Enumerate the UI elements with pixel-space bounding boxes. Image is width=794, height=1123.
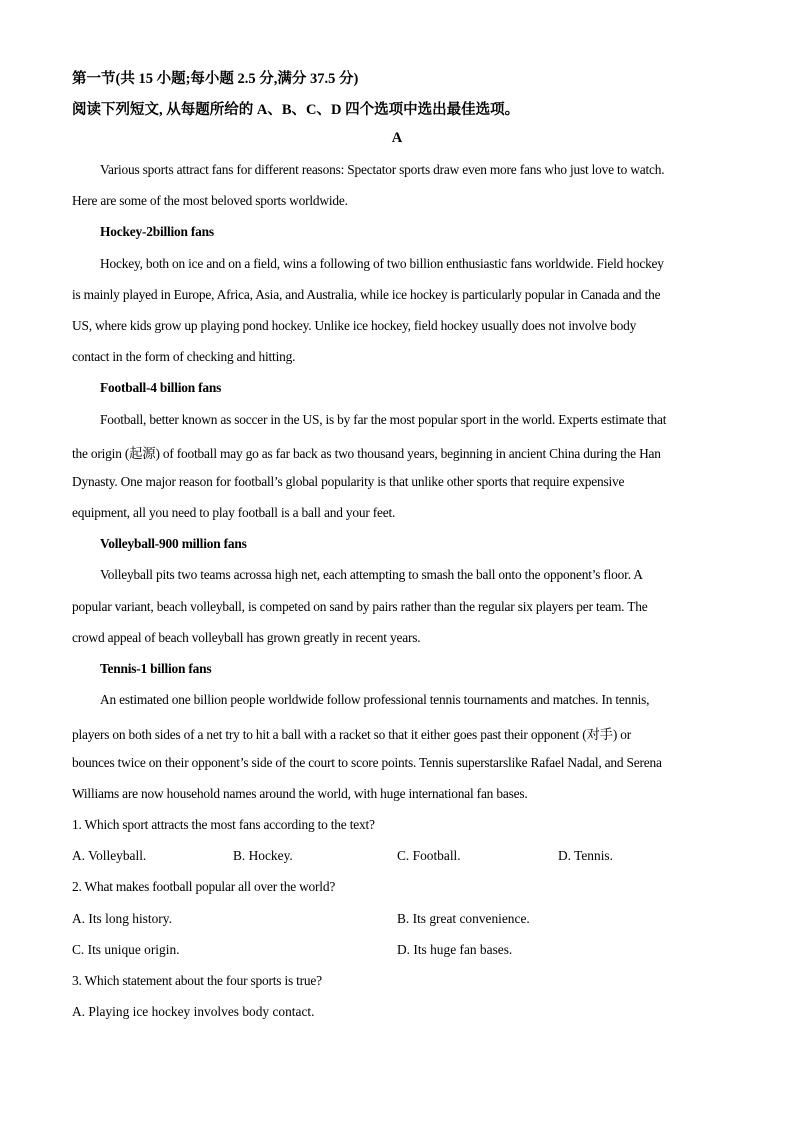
paragraph-line: players on both sides of a net try to hit a ball with a racket so that it either goes past their opponent (对手) or bbox=[72, 727, 632, 742]
paragraph-line: is mainly played in Europe, Africa, Asia, and Australia, while ice hockey is particularly popular in Canada and the bbox=[72, 287, 661, 302]
paragraph-line: Dynasty. One major reason for football’s global popularity is that unlike other sports that require expensive bbox=[72, 474, 625, 489]
paragraph-line: Williams are now household names around the world, with huge international fan bases. bbox=[72, 786, 528, 801]
answer-option[interactable]: A. Its long history. bbox=[72, 911, 172, 926]
section-heading-tennis: Tennis-1 billion fans bbox=[100, 661, 212, 676]
question-stem: 3. Which statement about the four sports is true? bbox=[72, 973, 322, 988]
paragraph-line: US, where kids grow up playing pond hockey. Unlike ice hockey, field hockey usually does not involve body bbox=[72, 318, 637, 333]
paragraph-line: contact in the form of checking and hitting. bbox=[72, 349, 296, 364]
passage-label: A bbox=[391, 130, 403, 146]
intro-line: Here are some of the most beloved sports worldwide. bbox=[72, 193, 348, 208]
answer-option[interactable]: C. Its unique origin. bbox=[72, 942, 180, 957]
paragraph-line: Football, better known as soccer in the US, is by far the most popular sport in the world. Experts estimate that bbox=[100, 412, 667, 427]
answer-option[interactable]: B. Its great convenience. bbox=[397, 911, 530, 926]
paragraph-line: the origin (起源) of football may go as far back as two thousand years, beginning in ancient China during the Han bbox=[72, 446, 661, 461]
answer-option[interactable]: B. Hockey. bbox=[233, 848, 293, 863]
answer-option[interactable]: D. Its huge fan bases. bbox=[397, 942, 513, 957]
intro-line: Various sports attract fans for different reasons: Spectator sports draw even more fans who just love to watch. bbox=[100, 162, 665, 177]
section-title: 第一节(共 15 小题;每小题 2.5 分,满分 37.5 分) bbox=[72, 71, 359, 87]
answer-option[interactable]: A. Playing ice hockey involves body contact. bbox=[72, 1004, 315, 1019]
section-heading-football: Football-4 billion fans bbox=[100, 380, 222, 395]
paragraph-line: Hockey, both on ice and on a field, wins a following of two billion enthusiastic fans worldwide. Field hockey bbox=[100, 256, 664, 271]
question-stem: 1. Which sport attracts the most fans according to the text? bbox=[72, 817, 375, 832]
paragraph-line: equipment, all you need to play football is a ball and your feet. bbox=[72, 505, 396, 520]
paragraph-line: popular variant, beach volleyball, is competed on sand by pairs rather than the regular six players per team. The bbox=[72, 599, 648, 614]
paragraph-line: An estimated one billion people worldwide follow professional tennis tournaments and matches. In tennis, bbox=[100, 692, 650, 707]
paragraph-line: crowd appeal of beach volleyball has grown greatly in recent years. bbox=[72, 630, 421, 645]
paragraph-line: bounces twice on their opponent’s side of the court to score points. Tennis superstarslike Rafael Nadal, and Serena bbox=[72, 755, 662, 770]
answer-option[interactable]: A. Volleyball. bbox=[72, 848, 147, 863]
instructions: 阅读下列短文, 从每题所给的 A、B、C、D 四个选项中选出最佳选项。 bbox=[72, 102, 520, 118]
section-heading-volleyball: Volleyball-900 million fans bbox=[100, 536, 247, 551]
answer-option[interactable]: C. Football. bbox=[397, 848, 461, 863]
answer-option[interactable]: D. Tennis. bbox=[558, 848, 613, 863]
question-stem: 2. What makes football popular all over the world? bbox=[72, 879, 336, 894]
paragraph-line: Volleyball pits two teams acrossa high net, each attempting to smash the ball onto the opponent’s floor. A bbox=[100, 567, 643, 582]
section-heading-hockey: Hockey-2billion fans bbox=[100, 224, 214, 239]
